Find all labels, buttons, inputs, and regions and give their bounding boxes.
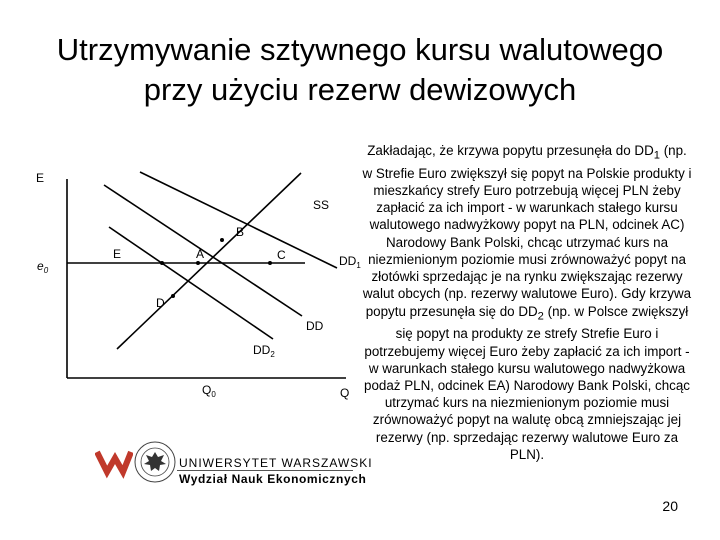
marker-a	[196, 261, 200, 265]
description-part-3: (np. w Polsce zwiększył się popyt na produkty ze strefy Strefie Euro i potrzebujemy więcej Euro żeby zapłacić za ich import - w warunkach stałego kursu walutowego nadwyżkowa podaż PLN, odcinek EA) Narodowy Bank Polski, chcąc utrzymać kurs na niezmienionym poziomie musi zrównoważyć popyt na walutę obcą zmniejszając jej rezerwy (np. sprzedając rezerwy walutowe Euro za PLN).	[364, 303, 690, 462]
e0-base: e	[37, 259, 44, 273]
q0-label	[202, 383, 216, 399]
axis-y-label: E	[36, 171, 45, 185]
intersection-markers	[160, 238, 272, 298]
dd2-sub: 2	[270, 350, 275, 359]
axis-x-label: Q	[340, 386, 350, 400]
description-part-1: Zakładając, że krzywa popytu przesunęła do DD	[367, 143, 654, 158]
university-logo	[95, 436, 373, 496]
dd1-label	[339, 254, 361, 270]
e0-label	[37, 259, 49, 275]
point-b-label: B	[236, 225, 245, 239]
university-eagle-seal	[133, 440, 177, 484]
q0-base: Q	[202, 383, 212, 397]
dd1-curve	[140, 172, 337, 268]
description-text	[362, 142, 692, 463]
dd1-sub: 1	[356, 261, 361, 270]
ss-label: SS	[313, 198, 330, 212]
logo-university-name: UNIWERSYTET WARSZAWSKI	[179, 456, 373, 470]
description-part-2: (np. w Strefie Euro zwiększył się popyt na Polskie produkty i mieszkańcy strefy Euro potrzebują więcej PLN żeby zapłacić za ich import - w warunkach stałego kursu walutowego nadwyżkowy popyt na PLN, odcinek AC) Narodowy Bank Polski, chcąc utrzymać kurs na niezmienionym poziomie musi zrównoważyć popyt na złotówki sprzedając je na rynku zwiększając rezerwy walut obcych (np. rezerwy walutowe Euro). Gdy krzywa popytu przesunęła się do DD	[362, 143, 692, 319]
marker-c	[268, 261, 272, 265]
point-e-label: E	[113, 247, 122, 261]
page-number: 20	[662, 498, 678, 514]
point-d-label: D	[156, 296, 165, 310]
e0-sub: 0	[43, 266, 49, 275]
description-sub-1: 1	[653, 149, 660, 162]
dd2-base: DD	[253, 343, 271, 357]
dd-label: DD	[306, 319, 324, 333]
dd1-base: DD	[339, 254, 357, 268]
wne-logo-mark	[95, 446, 133, 488]
title-line-2: przy użyciu rezerw dewizowych	[143, 72, 577, 107]
marker-b	[220, 238, 224, 242]
logo-faculty-name: Wydział Nauk Ekonomicznych	[179, 472, 367, 486]
marker-e	[160, 261, 164, 265]
ss-curve	[117, 173, 301, 349]
dd2-curve	[109, 227, 273, 339]
point-c-label: C	[277, 248, 286, 262]
description-sub-2: 2	[537, 310, 544, 323]
title-line-1: Utrzymywanie sztywnego kursu walutowego	[56, 32, 664, 67]
q0-sub: 0	[211, 390, 216, 399]
logo-divider	[177, 470, 353, 471]
dd2-label	[253, 343, 275, 359]
marker-d	[171, 294, 175, 298]
point-a-label: A	[196, 247, 205, 261]
